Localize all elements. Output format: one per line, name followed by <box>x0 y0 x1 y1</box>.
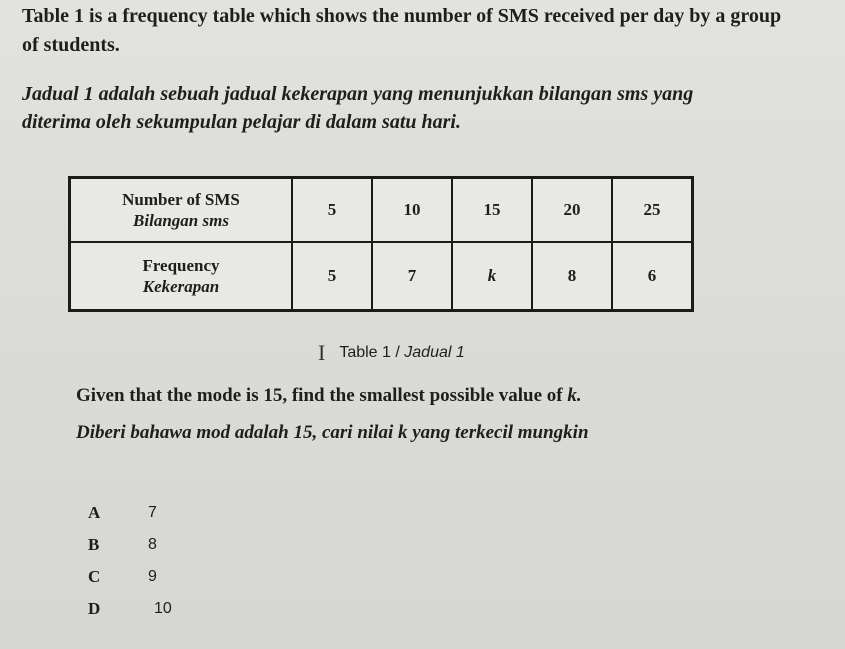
header-sms-english: Number of SMS <box>122 190 240 209</box>
option-letter: C <box>88 567 101 586</box>
option-value: 7 <box>148 504 157 521</box>
frequency-cell: 8 <box>532 242 612 311</box>
text-cursor-icon: I <box>318 340 326 365</box>
option-b[interactable] <box>88 529 172 561</box>
answer-options <box>88 497 172 625</box>
frequency-cell: 5 <box>292 242 372 311</box>
sms-cell: 5 <box>292 178 372 243</box>
intro-malay-line-2: diterima oleh sekumpulan pelajar di dalam satu hari. <box>22 111 461 133</box>
table-row-frequency <box>70 242 693 311</box>
frequency-cell: 6 <box>612 242 693 311</box>
header-cell-frequency <box>70 242 293 311</box>
option-value: 8 <box>148 536 157 553</box>
sms-cell: 20 <box>532 178 612 243</box>
table-caption <box>318 340 465 366</box>
option-letter: D <box>88 599 101 618</box>
header-frequency-english: Frequency <box>142 256 220 275</box>
option-letter: A <box>88 503 101 522</box>
sms-cell: 10 <box>372 178 452 243</box>
intro-english-line-1: Table 1 is a frequency table which shows the number of SMS received per day by a group <box>22 5 782 27</box>
frequency-cell-unknown: k <box>452 242 532 311</box>
option-letter: B <box>88 535 100 554</box>
frequency-cell: 7 <box>372 242 452 311</box>
sms-cell: 15 <box>452 178 532 243</box>
intro-english <box>22 2 842 60</box>
intro-english-line-2: of students. <box>22 34 120 56</box>
question-english-variable: k. <box>567 385 582 406</box>
table-row-sms <box>70 178 693 243</box>
intro-malay <box>22 80 842 136</box>
intro-malay-line-1: Jadual 1 adalah sebuah jadual kekerapan yang menunjukkan bilangan sms yang <box>22 83 694 105</box>
question-malay: Diberi bahawa mod adalah 15, cari nilai k yang terkecil mungkin <box>76 422 589 443</box>
question-english <box>76 385 582 407</box>
header-frequency-malay: Kekerapan <box>142 277 220 296</box>
option-c[interactable] <box>88 561 172 593</box>
option-value: 10 <box>154 600 172 617</box>
option-a[interactable] <box>88 497 172 529</box>
frequency-table <box>68 176 694 312</box>
caption-english: Table 1 / <box>339 344 405 361</box>
caption-malay: Jadual 1 <box>404 344 465 361</box>
option-value: 9 <box>148 568 157 585</box>
question-english-text: Given that the mode is 15, find the smallest possible value of <box>76 385 568 406</box>
option-d[interactable] <box>88 593 172 625</box>
header-cell-sms <box>70 178 293 243</box>
sms-cell: 25 <box>612 178 693 243</box>
header-sms-malay: Bilangan sms <box>133 211 229 230</box>
